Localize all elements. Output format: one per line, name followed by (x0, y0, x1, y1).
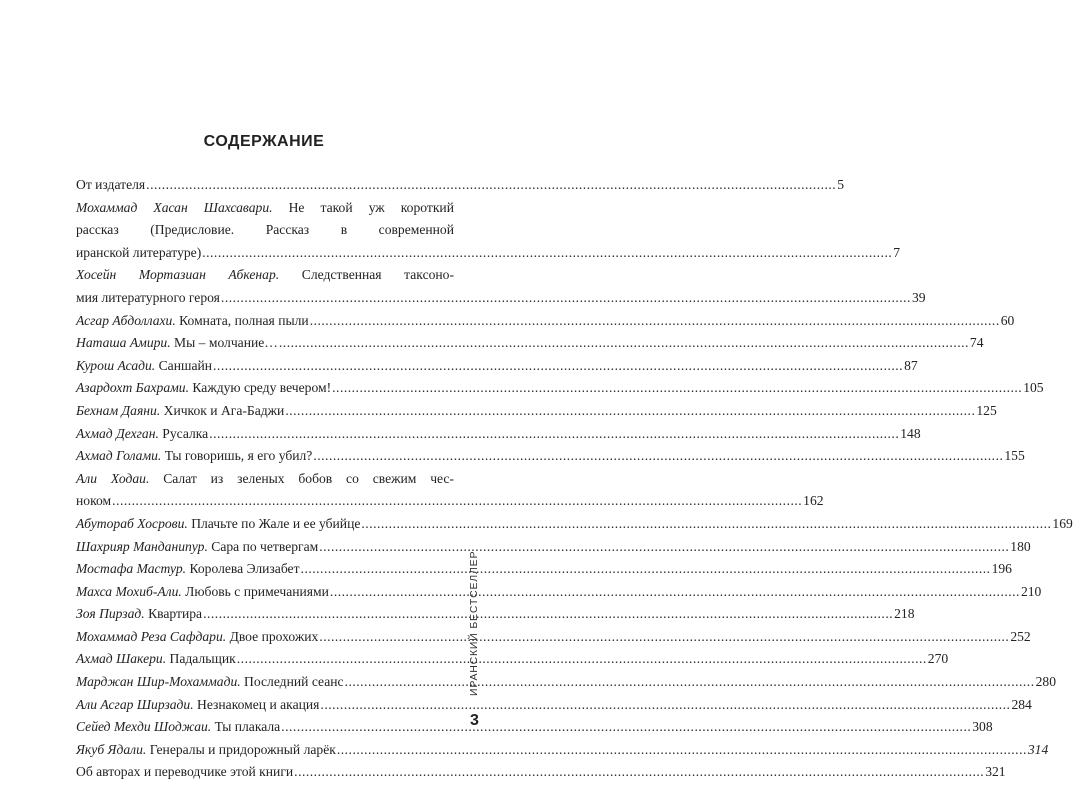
toc-entry (76, 400, 997, 423)
toc-page-number: 280 (1035, 674, 1056, 690)
leader-dots (301, 558, 991, 581)
toc-title: От издателя (76, 177, 146, 192)
toc-entry-last-line (76, 400, 997, 423)
toc-title: Любовь с примечаниями (181, 583, 329, 599)
toc-author: Ахмад Шакери. (76, 651, 167, 667)
toc-entry (76, 310, 1015, 333)
toc-entry-text (76, 471, 454, 486)
toc-page-number: 39 (911, 289, 926, 305)
toc-title: Об авторах и переводчике этой книги (76, 764, 294, 780)
toc-title: Королева Элизабет (186, 561, 300, 577)
series-side-label: ИРАНСКИЙ БЕСТСЕЛЛЕР (468, 550, 480, 696)
toc-entry (76, 694, 1032, 717)
toc-entry (76, 513, 1073, 536)
toc-title: мия литературного героя (76, 289, 220, 305)
toc-entry-last-line (76, 671, 1056, 694)
toc-author: Наташа Амири. (76, 335, 171, 351)
leader-dots (221, 287, 911, 310)
toc-entry-last-line (76, 332, 984, 355)
toc-author: Марджан Шир-Мохаммади. (76, 674, 241, 690)
toc-entry (76, 739, 1049, 762)
toc-entry-last-line (76, 445, 1025, 468)
toc-entry-text (76, 671, 344, 694)
toc-entry-text (76, 200, 454, 215)
toc-author: Али Ходаи. (76, 470, 150, 486)
toc-author: Якуб Ядали. (76, 741, 147, 757)
toc-page-number: 155 (1004, 448, 1025, 464)
toc-entry-line (76, 468, 454, 491)
toc-entry-text (76, 536, 318, 559)
toc-title: иранской литературе) (76, 244, 202, 260)
toc-entry-text (76, 490, 111, 513)
toc-author: Сейед Мехди Шоджаи. (76, 719, 212, 735)
toc-entry-text (76, 694, 319, 717)
toc-entry-last-line (76, 603, 915, 626)
toc-entry-last-line (76, 490, 824, 513)
toc-entry-line (76, 197, 454, 220)
toc-entry-text (76, 513, 360, 536)
toc-entry-text (76, 287, 220, 310)
toc-title: Саншайн (155, 357, 213, 373)
toc-title: Генералы и придорожный ларёк (146, 741, 336, 757)
toc-author: Азардохт Бахрами. (76, 380, 189, 396)
toc-page-number: 169 (1052, 515, 1073, 531)
toc-page-number: 5 (837, 177, 844, 192)
toc-entry-last-line (76, 648, 949, 671)
toc-entry-text (76, 267, 454, 282)
toc-author: Мохаммад Хасан Шахсавари. (76, 199, 273, 215)
toc-entry (76, 648, 949, 671)
toc-page-number: 148 (900, 425, 921, 441)
toc-entry-last-line (76, 739, 1049, 762)
toc-entry-text (76, 222, 454, 237)
toc-title: Квартира (144, 606, 203, 622)
toc-entry (76, 558, 1012, 581)
toc-page-number: 74 (969, 335, 984, 351)
toc-title: Каждую среду вечером! (189, 380, 332, 396)
toc-page-number: 321 (985, 764, 1006, 780)
leader-dots (337, 739, 1027, 762)
toc-author: Мостафа Мастур. (76, 561, 187, 577)
toc-author: Али Асгар Ширзади. (76, 696, 194, 712)
toc-author: Ахмад Голами. (76, 448, 162, 464)
leader-dots (332, 377, 1022, 400)
toc-author: Хосейн Мортазиан Абкенар. (76, 267, 280, 283)
toc-title: Незнакомец и акация (193, 696, 320, 712)
toc-entry-text (76, 581, 329, 604)
toc-entry (76, 197, 901, 265)
leader-dots (237, 648, 927, 671)
leader-dots (279, 332, 969, 355)
toc-entry-last-line (76, 558, 1012, 581)
leader-dots (320, 694, 1010, 717)
toc-entry-last-line (76, 581, 1042, 604)
toc-entry-last-line (76, 513, 1073, 536)
page-title: СОДЕРЖАНИЕ (203, 133, 325, 150)
toc-page-number: 196 (991, 561, 1012, 577)
toc-entry-text (76, 332, 278, 355)
toc-entry-last-line (76, 310, 1015, 333)
toc-author: Махса Мохиб-Али. (76, 583, 182, 599)
toc-author: Мохаммад Реза Сафдари. (76, 628, 227, 644)
toc-title: Салат из зеленых бобов со свежим чес- (149, 470, 454, 486)
toc-page-number: 105 (1023, 380, 1044, 396)
toc-entry (76, 355, 918, 378)
leader-dots (361, 513, 1051, 536)
leader-dots (213, 355, 903, 378)
toc-entry-last-line (76, 377, 1044, 400)
toc-entry-last-line (76, 355, 918, 378)
toc-entry (76, 174, 844, 197)
toc-title: Комната, полная пыли (175, 312, 309, 328)
toc-page-number: 87 (904, 357, 918, 373)
toc-title: Ты говоришь, я его убил? (161, 448, 313, 464)
leader-dots (209, 423, 899, 446)
leader-dots (330, 581, 1020, 604)
toc-entry (76, 468, 824, 513)
toc-title: Падальщик (166, 651, 236, 667)
toc-title: Последний сеанс (240, 674, 344, 690)
toc-entry-text (76, 761, 293, 784)
leader-dots (203, 603, 893, 626)
toc-entry-text (76, 174, 145, 197)
toc-entry-text (76, 242, 201, 265)
toc-page-number: 218 (894, 606, 915, 622)
toc-entry (76, 716, 993, 739)
toc-entry-text (76, 400, 284, 423)
toc-entry-text (76, 423, 208, 446)
toc-entry (76, 603, 915, 626)
leader-dots (345, 671, 1035, 694)
toc-title: Следственная таксоно- (279, 267, 454, 283)
leader-dots (112, 490, 802, 513)
toc-entry-text (76, 739, 336, 762)
leader-dots (319, 536, 1009, 559)
toc-author: Шахрияр Манданипур. (76, 538, 208, 554)
toc-page-number: 180 (1010, 538, 1031, 554)
toc-title: ноком (76, 493, 112, 509)
toc-entry-text (76, 626, 318, 649)
toc-title: Русалка (158, 425, 209, 441)
toc-title: Сара по четвергам (207, 538, 319, 554)
leader-dots (285, 400, 975, 423)
toc-title: рассказ (Предисловие. Рассказ в современной (76, 222, 454, 238)
leader-dots (146, 174, 836, 197)
toc-entry-text (76, 445, 312, 468)
toc-page-number: 162 (803, 493, 824, 509)
toc-entry (76, 626, 1031, 649)
toc-entry-text (76, 558, 300, 581)
toc-entry (76, 536, 1031, 559)
toc-page-number: 252 (1010, 628, 1031, 644)
toc-author: Бехнам Даяни. (76, 402, 161, 418)
toc-title: Мы – молчание… (170, 335, 278, 351)
toc-page-number: 308 (972, 719, 993, 735)
toc-entry (76, 264, 926, 309)
leader-dots (294, 761, 984, 784)
toc-entry (76, 332, 984, 355)
toc-page-number: 314 (1027, 741, 1049, 757)
toc-entry (76, 445, 1025, 468)
toc-entry-line (76, 264, 454, 287)
leader-dots (310, 310, 1000, 333)
toc-entry-last-line (76, 536, 1031, 559)
toc-entry (76, 423, 921, 446)
toc-entry-last-line (76, 174, 844, 197)
toc-entry (76, 581, 1042, 604)
toc-author: Абутораб Хосрови. (76, 515, 188, 531)
toc-entry-text (76, 355, 212, 378)
toc-author: Асгар Абдоллахи. (76, 312, 176, 328)
leader-dots (313, 445, 1003, 468)
leader-dots (202, 242, 892, 265)
toc-title: Плачьте по Жале и ее убийце (187, 515, 361, 531)
toc-entry-last-line (76, 423, 921, 446)
toc-author: Курош Асади. (76, 357, 156, 373)
toc-page-number: 284 (1011, 696, 1032, 712)
leader-dots (281, 716, 971, 739)
toc-title: Не такой уж короткий (272, 199, 454, 215)
toc-entry (76, 671, 1056, 694)
toc-author: Зоя Пирзад. (76, 606, 145, 622)
toc-page-number: 270 (927, 651, 949, 667)
toc-entry-text (76, 716, 280, 739)
toc-entry-last-line (76, 626, 1031, 649)
toc-page-number: 60 (1000, 312, 1015, 328)
toc-entry-last-line (76, 761, 1006, 784)
toc-page-number: 7 (893, 244, 901, 260)
toc-page-number: 125 (976, 402, 997, 418)
toc-entry-text (76, 603, 202, 626)
page-number: 3 (470, 712, 479, 729)
toc-author: Ахмад Дехган. (76, 425, 159, 441)
toc-entry (76, 377, 1044, 400)
toc-entry-last-line (76, 694, 1032, 717)
toc-entry-text (76, 310, 309, 333)
leader-dots (319, 626, 1009, 649)
toc-entry-line (76, 219, 454, 242)
toc-page-number: 210 (1020, 583, 1042, 599)
toc-title: Ты плакала (211, 719, 281, 735)
toc-entry (76, 761, 1006, 784)
toc-entry-last-line (76, 242, 901, 265)
toc-title: Хичкок и Ага-Баджи (160, 402, 285, 418)
toc-entry-text (76, 377, 331, 400)
toc-entry-text (76, 648, 236, 671)
toc-entry-last-line (76, 287, 926, 310)
toc-entry-last-line (76, 716, 993, 739)
toc-title: Двое прохожих (226, 628, 319, 644)
